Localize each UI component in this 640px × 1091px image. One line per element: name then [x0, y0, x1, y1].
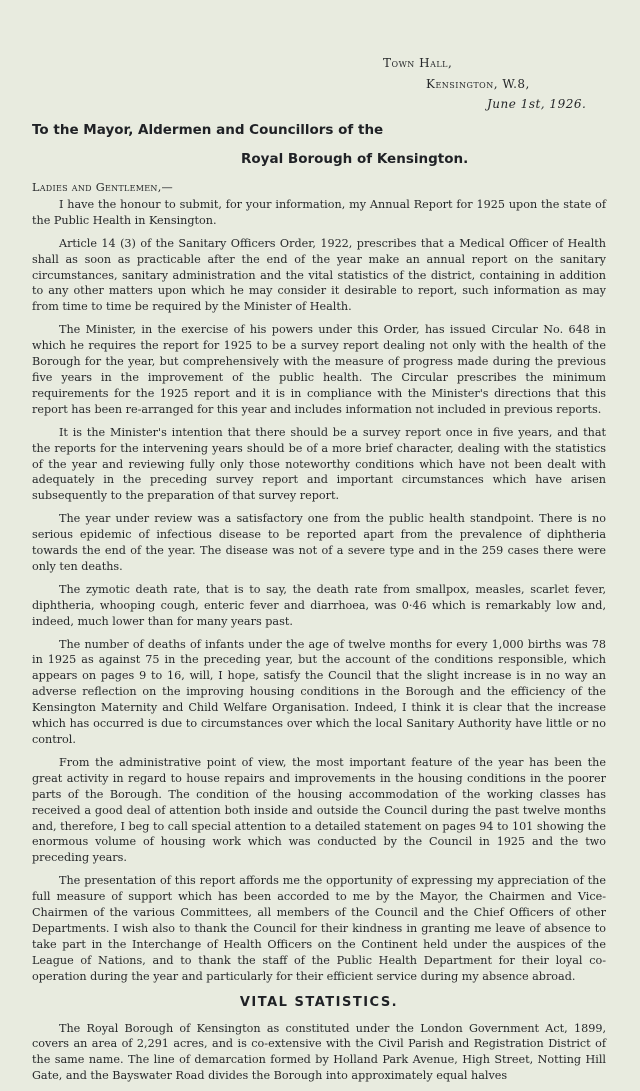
- letter-date: June 1st, 1926.: [487, 97, 587, 111]
- section-heading-vital-statistics: VITAL STATISTICS.: [239, 994, 399, 1010]
- paragraph-minister-circular: The Minister, in the exercise of his powers under this Order, has issued Circular No. 648 in which he requires the report for 1925 to be a survey report dealing not only with the health of the Borough for the year, but comprehensively with the measure of progress made during the previous five years in the improvement of the public health. The Circular prescribes the minimum requirements for the 1925 report and it is in compliance with the Minister's directions that this report has been re-arranged for this year and includes information not included in previous reports.: [32, 323, 606, 416]
- paragraph-housing: From the administrative point of view, the most important feature of the year has been the great activity in regard to house repairs and improvements in the housing conditions in the poorer parts of the Borough. The condition of the housing accommodation of the working classes has received a good deal of attention both inside and outside the Council during the past twelve months and, therefore, I beg to call special attention to a detailed statement on pages 94 to 101 showing the enormous volume of housing work which was conducted by the Council in 1925 and the two preceding years.: [32, 755, 606, 865]
- letter-body: [32, 180, 606, 1091]
- paragraph-infant-deaths: The number of deaths of infants under the age of twelve months for every 1,000 births was 78 in 1925 as against 75 in the preceding year, but the account of the conditions responsible, which appears on pages 9 to 16, will, I hope, satisfy the Council that the slight increase is in no way an adverse reflection on the improving housing conditions in the Borough and the efficiency of the Kensington Maternity and Child Welfare Organisation. Indeed, I think it is clear that the increase which has occurred is due to circumstances over which the local Sanitary Authority have little or no control.: [32, 637, 606, 746]
- paragraph-appreciation: The presentation of this report affords me the opportunity of expressing my appreciation of the full measure of support which has been accorded to me by the Mayor, the Chairmen and Vice-Chairmen of the various Committees, all members of the Council and the Chief Officers of other Departments. I wish also to thank the Council for their kindness in granting me leave of absence to take part in the Interchange of Health Officers on the Continent held under the auspices of the League of Nations, and to thank the staff of the Public Health Department for their loyal co-operation during the year and particularly for their efficient service during my absence abroad.: [32, 874, 606, 983]
- address-line-town-hall: Town Hall,: [383, 56, 453, 70]
- addressee-heading-line-1: To the Mayor, Aldermen and Councillors of the: [32, 122, 384, 138]
- paragraph-year-review: The year under review was a satisfactory one from the public health standpoint. There is no serious epidemic of infectious disease to be reported apart from the prevalence of diphtheria towards the end of the year. The disease was not of a severe type and in the 259 cases there were only ten deaths.: [32, 512, 606, 573]
- sender-address: [0, 0, 640, 120]
- paragraph-article-14: Article 14 (3) of the Sanitary Officers Order, 1922, prescribes that a Medical Officer of Health shall as soon as practicable after the end of the year make an annual report on the sanitary circumstances, sanitary administration and the vital statistics of the district, containing in addition to any other matters upon which he may consider it desirable to report, such information as may from time to time be required by the Minister of Health.: [32, 236, 606, 314]
- paragraph-vital-statistics: The Royal Borough of Kensington as constituted under the London Government Act, 1899, covers an area of 2,291 acres, and is co-extensive with the Civil Parish and Registration District of the same name. The line of demarcation formed by Holland Park Avenue, High Street, Notting Hill Gate, and the Bayswater Road divides the Borough into approximately equal halves: [32, 1021, 606, 1083]
- address-line-kensington: Kensington, W.8,: [426, 77, 530, 91]
- paragraph-survey-report: It is the Minister's intention that there should be a survey report once in five years, and that the reports for the intervening years should be of a more brief character, dealing with the statistics of the year and reviewing fully only those noteworthy conditions which have not been dealt with adequately in the preceding survey report and important circumstances which have arisen subsequently to the preparation of that survey report.: [32, 425, 606, 503]
- greeting: Ladies and Gentlemen,—: [32, 181, 174, 194]
- paragraph-zymotic-death-rate: The zymotic death rate, that is to say, the death rate from smallpox, measles, scarlet fever, diphtheria, whooping cough, enteric fever and diarrhoea, was 0·46 which is remarkably low and, indeed, much lower than for many years past.: [32, 582, 606, 628]
- paragraph-honour: I have the honour to submit, for your information, my Annual Report for 1925 upon the state of the Public Health in Kensington.: [32, 197, 606, 227]
- addressee-heading-line-2: Royal Borough of Kensington.: [241, 151, 469, 167]
